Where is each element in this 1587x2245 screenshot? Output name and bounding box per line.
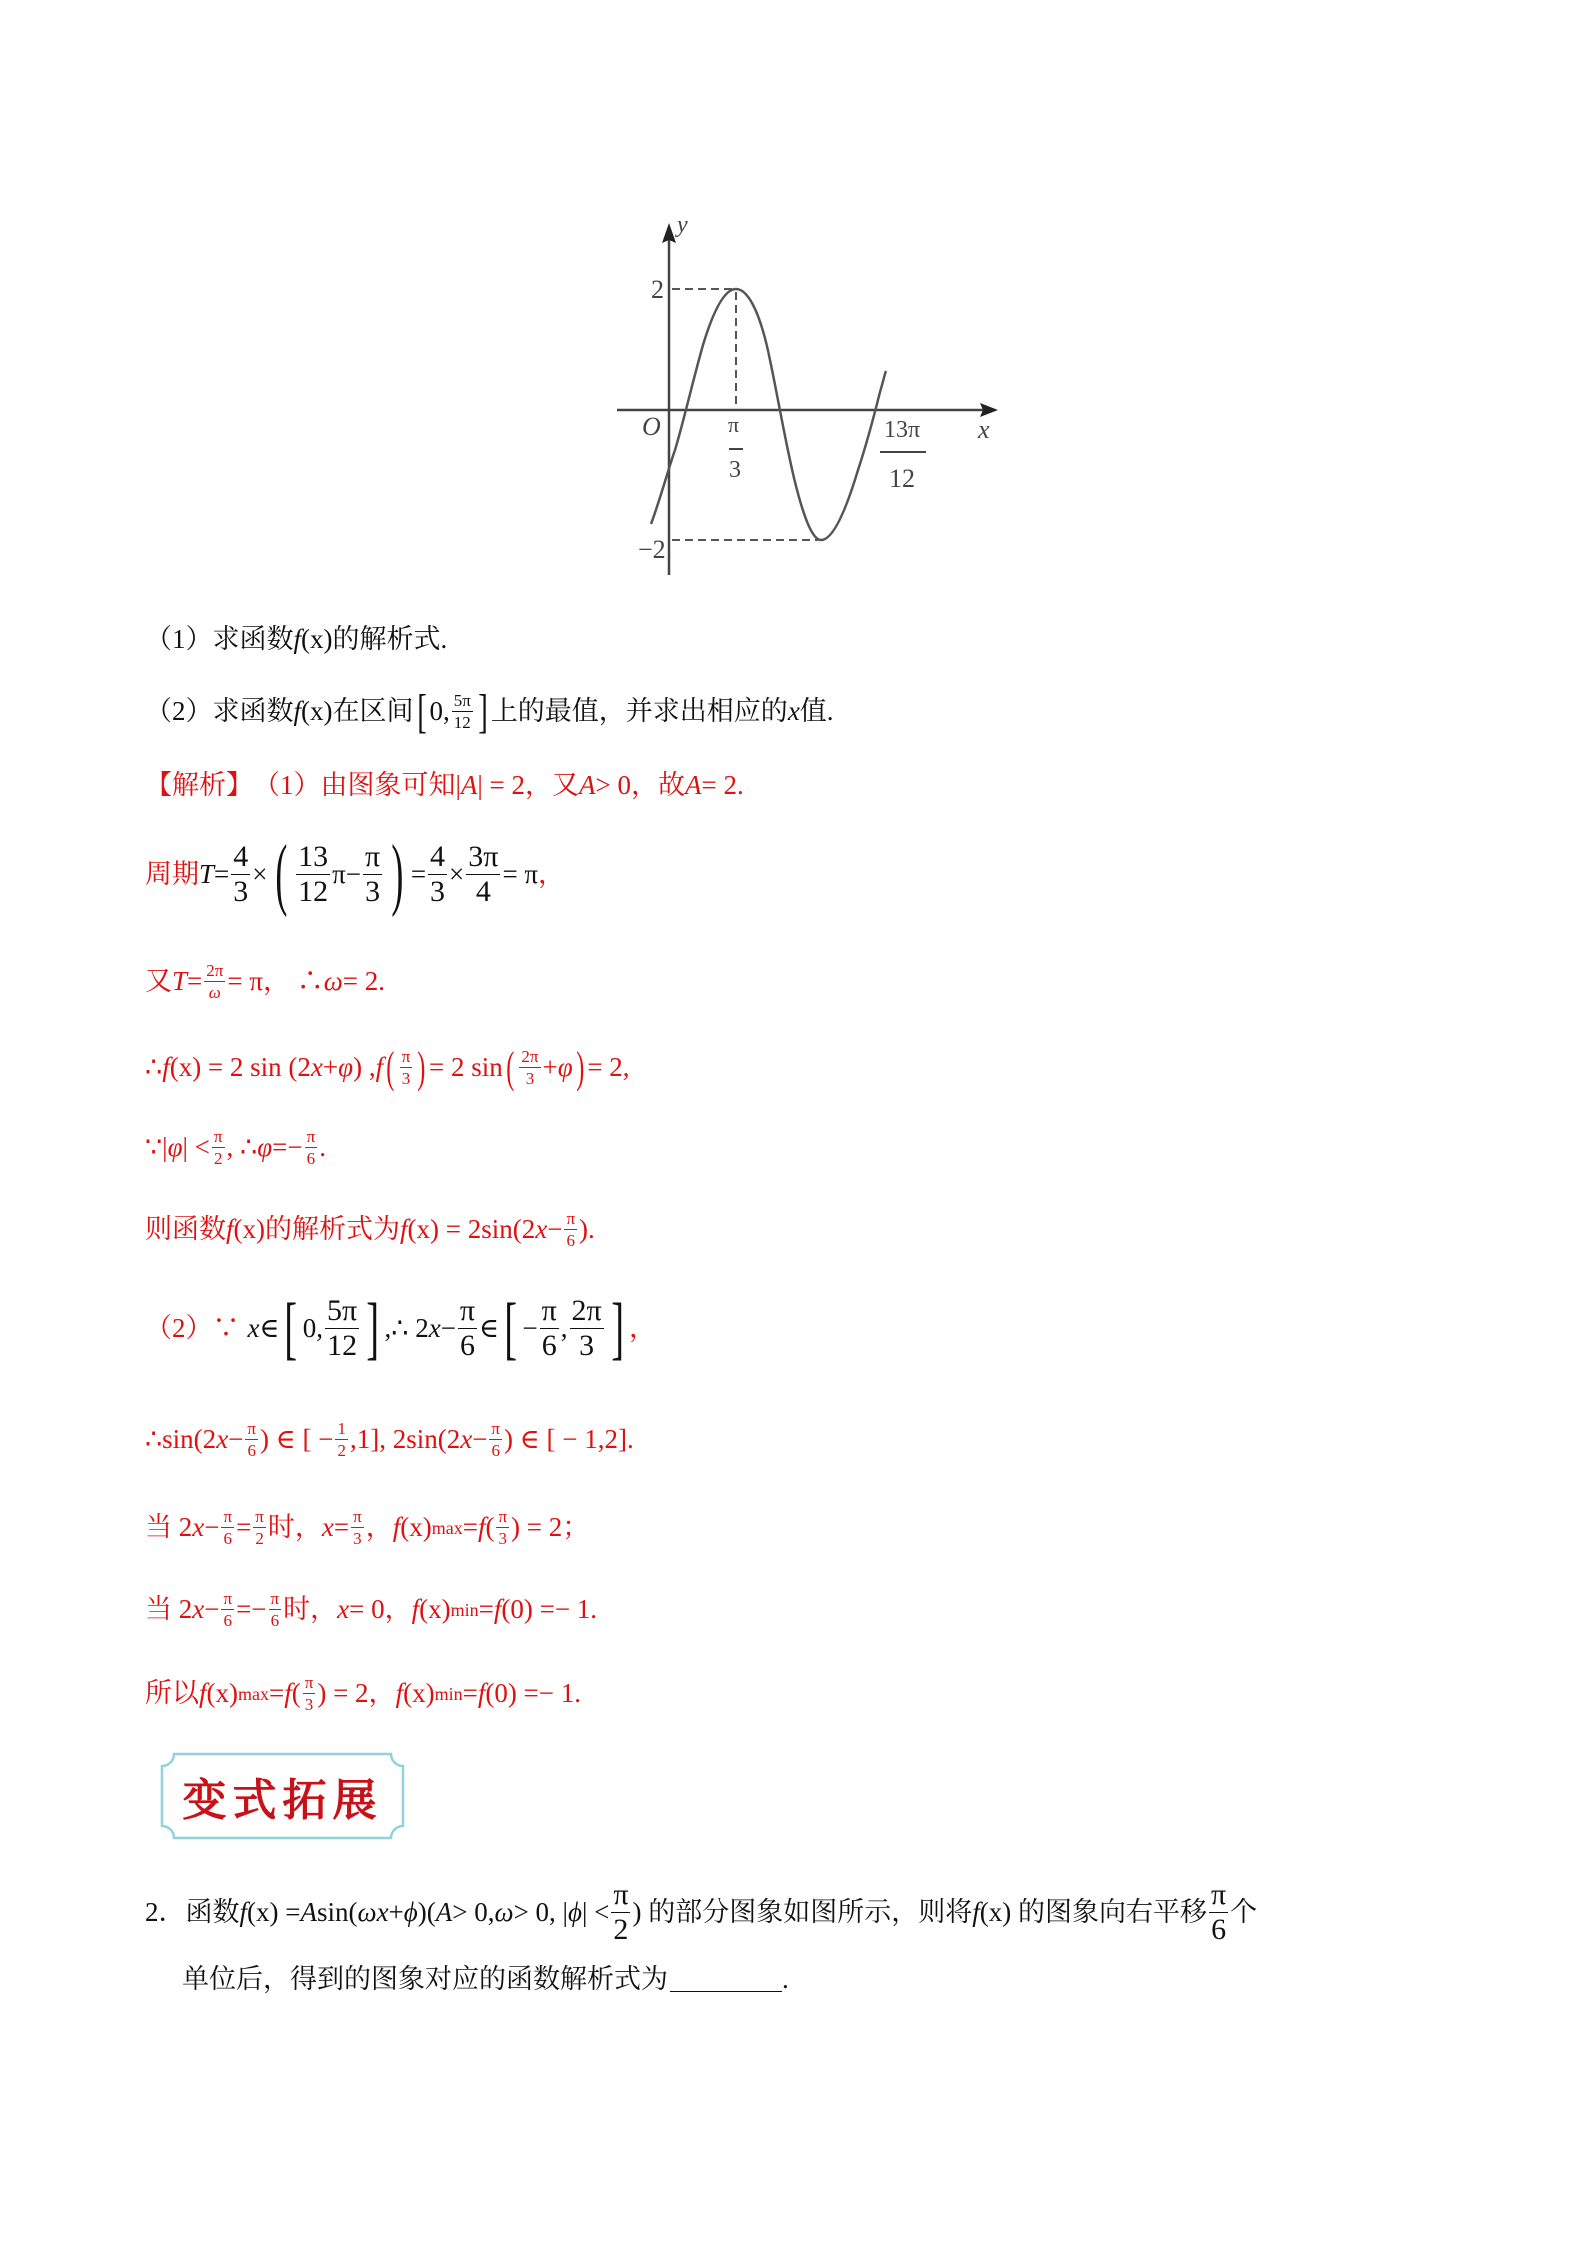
solution-line-4: ∴ f (x) = 2 sin (2 x + φ ) , f ( $\frac{\pi}{3}$ ) = 2 sin ( $\frac{2\pi}{3}$ + φ ) = 2, [145,1043,630,1092]
solution-line-6: 则函数 f (x) 的解析式为 f (x) = 2sin(2 x − $\frac{\pi}{6}$ ). [145,1209,595,1250]
svg-text:O: O [642,412,661,441]
svg-text:−2: −2 [638,535,666,564]
svg-text:12: 12 [889,464,915,493]
section-tag-variant-extension [160,1752,405,1840]
svg-text:13π: 13π [884,417,921,443]
solution-line-1: 【解析】 （1）由图象可知| A | = 2，又 A > 0，故 A = 2. [145,770,744,800]
solution-line-11-conclusion: 所以 f (x) max = f ( $\frac{\pi}{3}$ ) = 2， f (x) min = f (0) =− 1. [145,1673,582,1714]
sine-graph-figure [600,200,1020,580]
svg-text:3: 3 [729,457,741,483]
problem-2-line-1: 2． 函数 f (x) = A sin( ω x + ϕ )( A > 0, ω > 0, | ϕ | < $\frac{\pi}{2}$ ) 的部分图象如图所示，则将 f (x) 的图象向右平移 $\frac{\pi}{6}$ 个 [145,1878,1258,1946]
solution-line-10-min: 当 2 x − $\frac{\pi}{6}$ =− $\frac{\pi}{6}$ 时， x = 0， f (x) min = f (0) =− 1. [145,1589,598,1630]
y-axis-arrow-icon [662,223,676,243]
svg-text:y: y [677,212,688,238]
solution-line-8: ∴sin(2 x − $\frac{\pi}{6}$ ) ∈ [ − $\frac{1}{2}$ ,1], 2sin(2 x − $\frac{\pi}{6}$ ) ∈ [ − 1,2]. [145,1419,634,1460]
problem-number: 2． [145,1897,186,1927]
sine-curve [651,289,886,540]
question-1: （1）求函数 f (x) 的解析式. [145,624,448,654]
problem-2-line-2: 单位后，得到的图象对应的函数解析式为 . [182,1964,789,1994]
svg-text:2: 2 [651,275,664,304]
section-tag-label: 变式拓展 [182,1775,383,1826]
solution-line-3: 又 T = $\frac{2\pi}{\omega}$ = π， ∴ ω = 2. [145,961,386,1002]
answer-blank[interactable] [670,1967,782,1992]
solution-line-7: （2）∵ x ∈ [ 0, $\frac{5\pi}{12}$ ] ,∴ 2 x − $\frac{\pi}{6}$ ∈ [ − $\frac{\pi}{6}$ , $\frac{2\pi}{3}$ ] ， [145,1290,656,1367]
solution-line-9-max: 当 2 x − $\frac{\pi}{6}$ = $\frac{\pi}{2}$ 时， x = $\frac{\pi}{3}$ ， f (x) max = f ( $\frac{\pi}{3}$ ) = 2； [145,1507,590,1548]
solution-line-2-period: 周期 T = $\frac{4}{3}$ × ( $\frac{13}{12}$ π − $\frac{\pi}{3}$ ) = $\frac{4}{3}$ × $\frac{3\pi}{4}$ = π ， [145,830,566,918]
svg-text:x: x [978,415,990,444]
solution-heading: 【解析】 [145,770,253,800]
solution-line-5: ∵| φ | < $\frac{\pi}{2}$ , ∴ φ =− $\frac{\pi}{6}$ . [145,1127,326,1168]
question-2: （2）求函数 f (x) 在区间 [ 0, $\frac{5\pi}{12}$ ] 上的最值，并求出相应的 x 值. [145,685,834,738]
svg-text:π: π [728,412,740,437]
